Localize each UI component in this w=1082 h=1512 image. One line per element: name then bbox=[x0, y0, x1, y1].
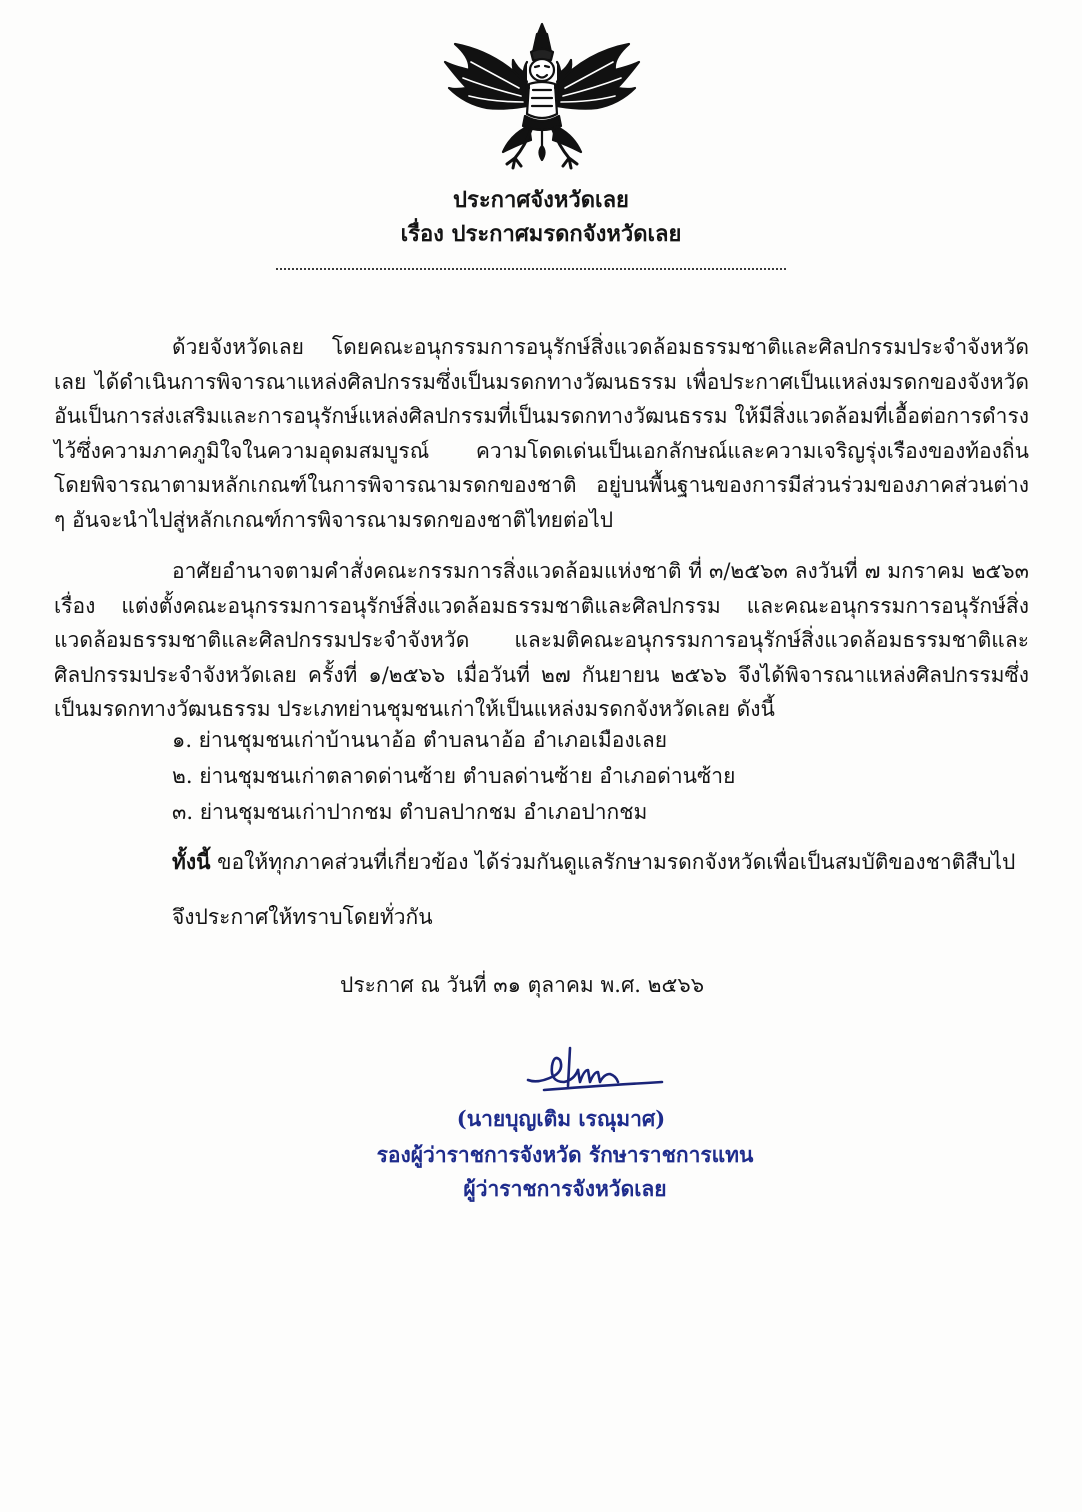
signer-name: (นายบุญเติม เรณุมาศ) bbox=[456, 1106, 666, 1131]
heritage-site-list bbox=[172, 722, 1032, 830]
closing-lead: ทั้งนี้ bbox=[172, 849, 211, 874]
dotted-divider bbox=[276, 268, 786, 270]
handwritten-signature-icon bbox=[524, 1040, 674, 1102]
heritage-site-item: ๑. ย่านชุมชนเก่าบ้านนาอ้อ ตำบลนาอ้อ อำเภอเมืองเลย bbox=[172, 728, 667, 752]
garuda-emblem-icon bbox=[441, 22, 643, 172]
heritage-site-item: ๒. ย่านชุมชนเก่าตลาดด่านซ้าย ตำบลด่านซ้าย อำเภอด่านซ้าย bbox=[172, 764, 736, 788]
closing-rest: ขอให้ทุกภาคส่วนที่เกี่ยวข้อง ได้ร่วมกันดูแลรักษามรดกจังหวัดเพื่อเป็นสมบัติของชาติสืบไป bbox=[210, 850, 1016, 874]
announcement-date: ประกาศ ณ วันที่ ๓๑ ตุลาคม พ.ศ. ๒๕๖๖ bbox=[340, 973, 705, 997]
document-subject: เรื่อง ประกาศมรดกจังหวัดเลย bbox=[400, 221, 682, 247]
signer-position-acting-for: ผู้ว่าราชการจังหวัดเลย bbox=[463, 1176, 667, 1201]
body-paragraph-2: อาศัยอำนาจตามคำสั่งคณะกรรมการสิ่งแวดล้อมแห่งชาติ ที่ ๓/๒๕๖๓ ลงวันที่ ๗ มกราคม ๒๕๖๓ เรื่อง แต่งตั้งคณะอนุกรรมการอนุรักษ์สิ่งแวดล้อมธรรมชาติและศิลปกรรม และคณะอนุกรรมการอนุรักษ์สิ่งแวดล้อมธรรมชาติและศิลปกรรมประจำจังหวัด และมติคณะอนุกรรมการอนุรักษ์สิ่งแวดล้อมธรรมชาติและศิลปกรรมประจำจังหวัดเลย ครั้งที่ ๑/๒๕๖๖ เมื่อวันที่ ๒๗ กันยายน ๒๕๖๖ จึงได้พิจารณาแหล่งศิลปกรรมซึ่งเป็นมรดกทางวัฒนธรรม ประเภทย่านชุมชนเก่าให้เป็นแหล่งมรดกจังหวัดเลย ดังนี้ bbox=[54, 559, 1029, 721]
signer-position: รองผู้ว่าราชการจังหวัด รักษาราชการแทน bbox=[376, 1142, 754, 1167]
body-paragraph-1: ด้วยจังหวัดเลย โดยคณะอนุกรรมการอนุรักษ์สิ่งแวดล้อมธรรมชาติและศิลปกรรมประจำจังหวัดเลย ได้ดำเนินการพิจารณาแหล่งศิลปกรรมซึ่งเป็นมรดกทางวัฒนธรรม เพื่อประกาศเป็นแหล่งมรดกของจังหวัด อันเป็นการส่งเสริมและการอนุรักษ์แหล่งศิลปกรรมที่เป็นมรดกทางวัฒนธรรม ให้มีสิ่งแวดล้อมที่เอื้อต่อการดำรงไว้ซึ่งความภาคภูมิใจในความอุดมสมบูรณ์ ความโดดเด่นเป็นเอกลักษณ์และความเจริญรุ่งเรืองของท้องถิ่น โดยพิจารณาตามหลักเกณฑ์ในการพิจารณามรดกของชาติ อยู่บนพื้นฐานของการมีส่วนร่วมของภาคส่วนต่าง ๆ อันจะนำไปสู่หลักเกณฑ์การพิจารณามรดกของชาติไทยต่อไป bbox=[54, 335, 1029, 532]
closing-statement bbox=[172, 845, 1052, 879]
proclamation-line: จึงประกาศให้ทราบโดยทั่วกัน bbox=[172, 905, 433, 929]
document-title: ประกาศจังหวัดเลย bbox=[453, 187, 629, 213]
heritage-site-item: ๓. ย่านชุมชนเก่าปากชม ตำบลปากชม อำเภอปากชม bbox=[172, 800, 648, 824]
